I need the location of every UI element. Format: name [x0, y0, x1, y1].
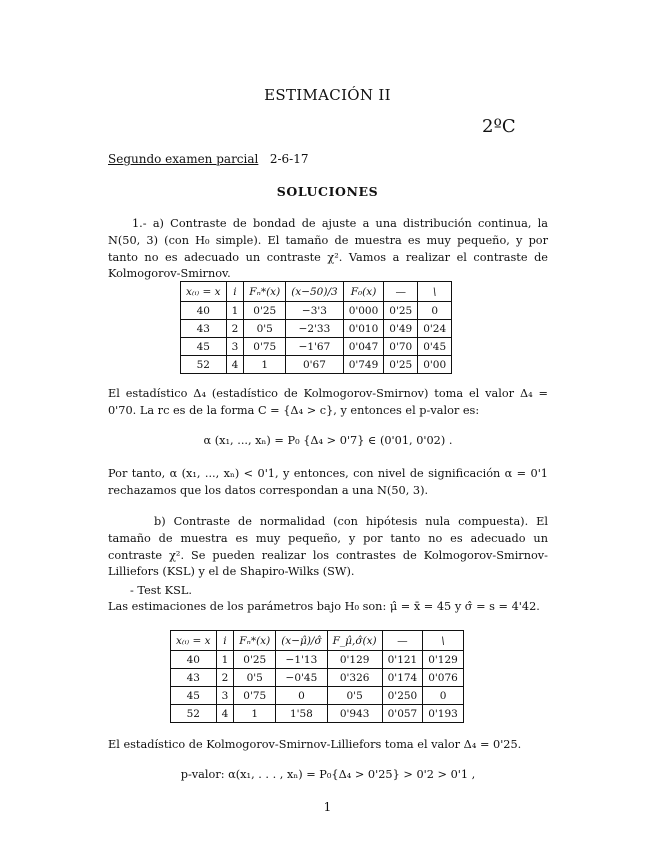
ks-header-cell: F₀(x)	[343, 282, 384, 302]
table-cell: 1	[226, 302, 244, 320]
ks-conclusion: Por tanto, α (x₁, ..., xₙ) < 0'1, y entonces, con nivel de significación α = 0'1 rechazamos que los datos correspondan a una N(50, 3).	[108, 467, 548, 497]
page-number: 1	[323, 800, 332, 814]
table-cell: −1'67	[286, 338, 344, 356]
table-cell: 0'75	[234, 687, 276, 705]
table-cell: 1	[244, 356, 286, 374]
table-cell: 0'749	[343, 356, 384, 374]
table-cell: 45	[171, 687, 217, 705]
table-cell: 3	[216, 687, 234, 705]
table-cell: 40	[181, 302, 227, 320]
ks-header-cell: x₍ᵢ₎ = x	[181, 282, 227, 302]
table-cell: 1	[216, 651, 234, 669]
table-cell: 0'70	[384, 338, 418, 356]
table-cell: 0'49	[384, 320, 418, 338]
table-cell: 0'000	[343, 302, 384, 320]
exam-heading	[108, 152, 308, 166]
table-cell: 4	[216, 705, 234, 723]
problem1a-intro: 1.- a) Contraste de bondad de ajuste a una distribución continua, la N(50, 3) (con H₀ simple). El tamaño de muestra es muy pequeño, y por tanto no es adecuado un contraste χ². Vamos a realizar el contraste de Kolmogorov-Smirnov.	[108, 217, 548, 281]
table-cell: 0'047	[343, 338, 384, 356]
table-cell: 52	[181, 356, 227, 374]
table-cell: 0'25	[234, 651, 276, 669]
ks-statistic-text: El estadístico Δ₄ (estadístico de Kolmogorov-Smirnov) toma el valor Δ₄ = 0'70. La rc es de la forma C = {Δ₄ > c}, y entonces el p-valor es:	[108, 387, 548, 417]
table-cell: 0'25	[244, 302, 286, 320]
ks-header-cell: i	[226, 282, 244, 302]
table-cell: 0'326	[327, 669, 382, 687]
table-cell: 0'057	[382, 705, 423, 723]
ksl-statistic-text: El estadístico de Kolmogorov-Smirnov-Lilliefors toma el valor Δ₄ = 0'25.	[108, 738, 522, 751]
table-cell: 0'25	[384, 302, 418, 320]
table-cell: 0'943	[327, 705, 382, 723]
ks-header-cell: (x−50)/3	[286, 282, 344, 302]
ksl-table-header-row	[171, 631, 464, 651]
table-cell: 3	[226, 338, 244, 356]
table-cell: 40	[171, 651, 217, 669]
exam-name: Segundo examen parcial	[108, 152, 259, 166]
table-cell: 0'5	[327, 687, 382, 705]
table-cell: 0'129	[423, 651, 464, 669]
table-cell: 2	[216, 669, 234, 687]
ksl-table	[170, 630, 464, 723]
course-title: ESTIMACIÓN II	[264, 86, 391, 104]
table-cell: 0'174	[382, 669, 423, 687]
ks-header-cell: —	[384, 282, 418, 302]
solutions-heading: SOLUCIONES	[276, 184, 379, 199]
table-cell: 0'75	[244, 338, 286, 356]
table-cell: 0'45	[418, 338, 452, 356]
table-cell: 1'58	[276, 705, 327, 723]
table-cell: 0	[418, 302, 452, 320]
problem1b-intro: b) Contraste de normalidad (con hipótesis nula compuesta). El tamaño de muestra es muy pequeño, y por tanto no es adecuado un contraste χ². Se pueden realizar los contrastes de Kolmogorov-Smirnov-Lilliefors (KSL) y el de Shapiro-Wilks (SW).	[108, 515, 548, 579]
table-row	[181, 356, 452, 374]
table-cell: 2	[226, 320, 244, 338]
table-cell: 0'121	[382, 651, 423, 669]
table-cell: 0'67	[286, 356, 344, 374]
table-row	[171, 651, 464, 669]
table-cell: −2'33	[286, 320, 344, 338]
table-cell: 0'25	[384, 356, 418, 374]
table-row	[181, 302, 452, 320]
table-cell: 43	[171, 669, 217, 687]
ksl-header-cell: Fₙ*(x)	[234, 631, 276, 651]
table-row	[181, 320, 452, 338]
table-cell: 0'250	[382, 687, 423, 705]
ksl-test-label: - Test KSL.	[130, 584, 192, 597]
ks-table	[180, 281, 452, 374]
table-row	[171, 669, 464, 687]
ksl-header-cell: \	[423, 631, 464, 651]
exam-date: 2-6-17	[269, 152, 309, 166]
ksl-header-cell: —	[382, 631, 423, 651]
table-cell: 0	[276, 687, 327, 705]
ks-header-cell: Fₙ*(x)	[244, 282, 286, 302]
table-cell: −0'45	[276, 669, 327, 687]
table-row	[171, 687, 464, 705]
ksl-header-cell: F_μ̂,σ̂(x)	[327, 631, 382, 651]
table-cell: −3'3	[286, 302, 344, 320]
ksl-header-cell: (x−μ̂)/σ̂	[276, 631, 327, 651]
ks-table-header-row	[181, 282, 452, 302]
table-row	[171, 705, 464, 723]
table-cell: 1	[234, 705, 276, 723]
table-cell: 0'193	[423, 705, 464, 723]
course-group: 2ºC	[482, 116, 516, 137]
table-cell: 0'076	[423, 669, 464, 687]
table-cell: −1'13	[276, 651, 327, 669]
ksl-header-cell: i	[216, 631, 234, 651]
ks-pvalue-formula: α (x₁, ..., xₙ) = P₀ {Δ₄ > 0'7} ∈ (0'01, 0'02) .	[203, 434, 453, 447]
ksl-header-cell: x₍ᵢ₎ = x	[171, 631, 217, 651]
ksl-parameter-estimates: Las estimaciones de los parámetros bajo H₀ son: μ̂ = x̄ = 45 y σ̂ = s = 4'42.	[108, 600, 540, 613]
table-cell: 4	[226, 356, 244, 374]
table-cell: 0'5	[234, 669, 276, 687]
table-cell: 0'129	[327, 651, 382, 669]
table-cell: 0'24	[418, 320, 452, 338]
table-cell: 43	[181, 320, 227, 338]
table-cell: 0'010	[343, 320, 384, 338]
table-cell: 0'5	[244, 320, 286, 338]
table-cell: 0'00	[418, 356, 452, 374]
table-cell: 45	[181, 338, 227, 356]
table-cell: 52	[171, 705, 217, 723]
table-cell: 0	[423, 687, 464, 705]
table-row	[181, 338, 452, 356]
ks-header-cell: \	[418, 282, 452, 302]
ksl-pvalue-formula: p-valor: α(x₁, . . . , xₙ) = P₀{Δ₄ > 0'25} > 0'2 > 0'1 ,	[180, 768, 476, 781]
